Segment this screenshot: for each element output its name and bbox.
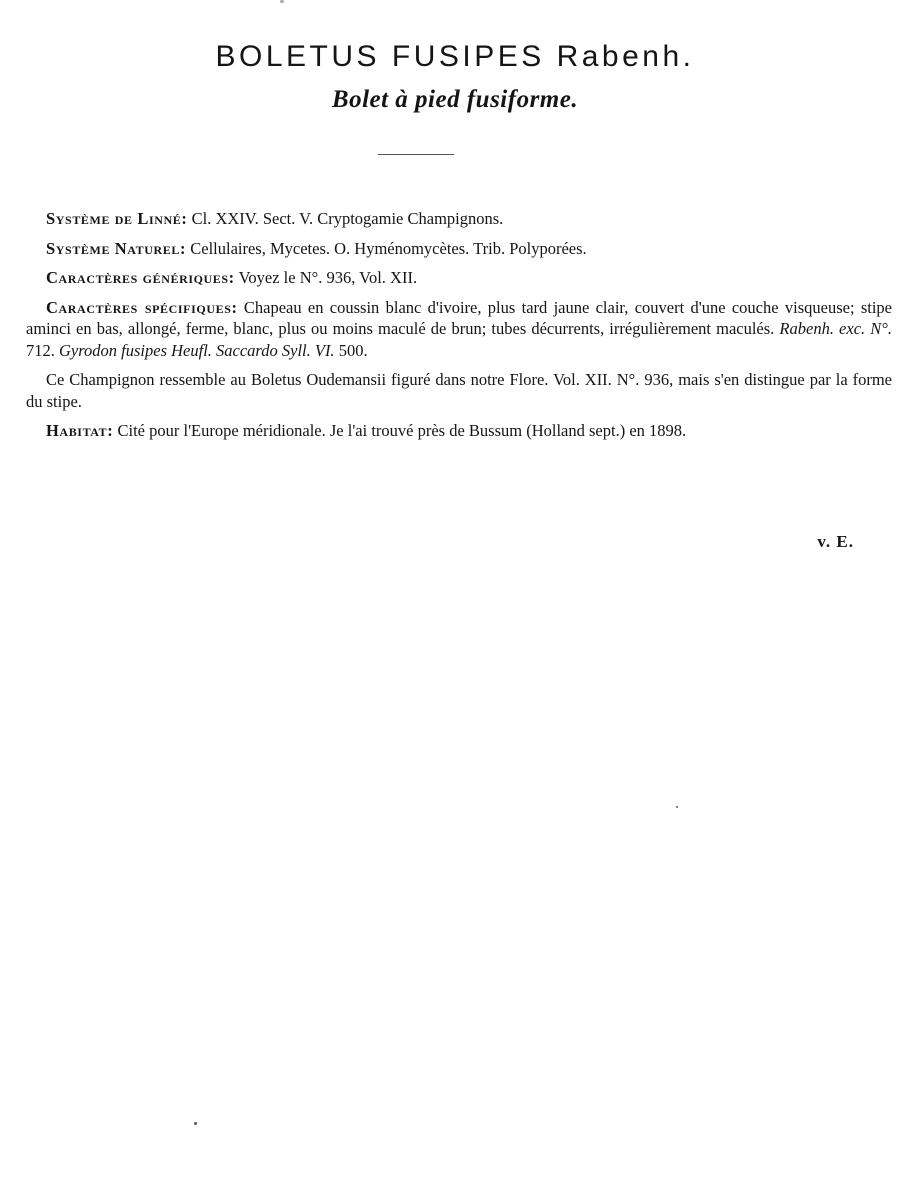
paragraph-naturel xyxy=(26,238,892,260)
text-naturel: Cellulaires, Mycetes. O. Hyménomycètes. Trib. Polyporées. xyxy=(186,238,587,258)
text-habitat: Cité pour l'Europe méridionale. Je l'ai trouvé près de Bussum (Holland sept.) en 1898. xyxy=(113,421,687,440)
paper-speck xyxy=(194,1122,197,1125)
author-signature: v. E. xyxy=(817,532,854,551)
paragraph-generiques xyxy=(26,267,892,289)
label-linne: Système de Linné: xyxy=(46,209,188,228)
label-specifiques: Caractères spécifiques: xyxy=(46,297,238,317)
paper-speck xyxy=(280,0,284,3)
page-title: BOLETUS FUSIPES Rabenh. xyxy=(215,40,695,73)
label-habitat: Habitat: xyxy=(46,421,114,440)
label-generiques: Caractères génériques: xyxy=(46,268,235,287)
paragraph-specifiques xyxy=(26,297,892,362)
text-specifiques: Chapeau en coussin blanc d'ivoire, plus tard jaune clair, couvert d'une couche visqueuse; stipe aminci en bas, allongé, ferme, blanc, plus ou moins maculé de brun; tubes décurrents, irrégulièrement maculés. xyxy=(26,297,893,338)
reference-saccardo: Gyrodon fusipes Heufl. Saccardo Syll. VI. xyxy=(59,340,335,360)
reference-saccardo-number: 500. xyxy=(334,340,368,360)
text-linne: Cl. XXIV. Sect. V. Cryptogamie Champignons. xyxy=(187,209,504,228)
text-generiques: Voyez le N°. 936, Vol. XII. xyxy=(234,268,418,287)
paragraph-linne xyxy=(26,208,892,230)
label-naturel: Système Naturel: xyxy=(46,238,187,258)
paragraph-habitat xyxy=(26,420,892,442)
reference-rabenhorst-number: 712. xyxy=(26,340,59,360)
paper-speck xyxy=(676,806,678,808)
text-remark: Ce Champignon ressemble au Boletus Oudemansii figuré dans notre Flore. Vol. XII. N°. 936, mais s'en distingue par la forme du stipe. xyxy=(26,370,892,411)
page-subtitle: Bolet à pied fusiforme. xyxy=(331,86,579,113)
title-divider xyxy=(378,154,454,155)
reference-rabenhorst: Rabenh. exc. N°. xyxy=(779,319,892,338)
paragraph-remark xyxy=(26,369,892,412)
description-body xyxy=(26,208,892,450)
